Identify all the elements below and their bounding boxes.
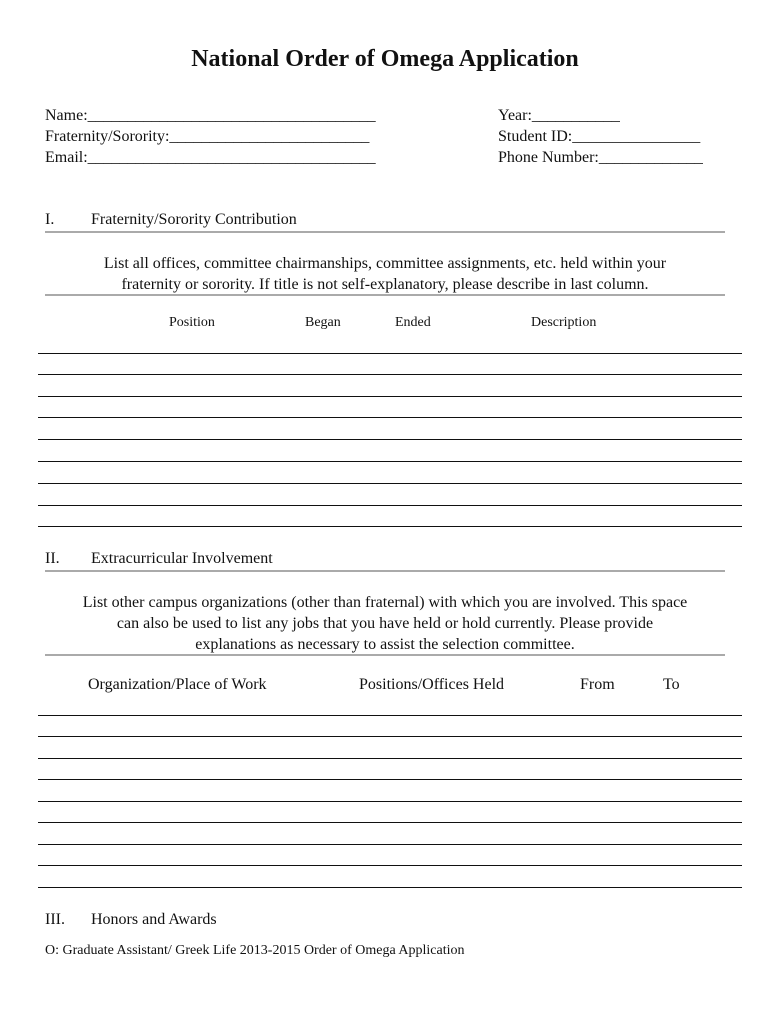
- email-field[interactable]: Email:____________________________________: [45, 149, 376, 166]
- section1-instructions-divider: [45, 294, 725, 296]
- column-organization: Organization/Place of Work: [88, 676, 267, 693]
- section2-entry-line[interactable]: [38, 865, 742, 866]
- phone-number-field[interactable]: Phone Number:_____________: [498, 149, 703, 166]
- section2-entry-line[interactable]: [38, 779, 742, 780]
- section1-entry-line[interactable]: [38, 505, 742, 506]
- section2-entry-line[interactable]: [38, 715, 742, 716]
- section2-entry-line[interactable]: [38, 736, 742, 737]
- section2-instructions-line3: explanations as necessary to assist the selection committee.: [195, 636, 575, 653]
- section2-instructions-divider: [45, 654, 725, 656]
- section1-entry-line[interactable]: [38, 353, 742, 354]
- section3-title: Honors and Awards: [91, 911, 217, 928]
- section3-number: III.: [45, 911, 65, 928]
- section1-entry-line[interactable]: [38, 417, 742, 418]
- column-from: From: [580, 676, 615, 693]
- section1-entry-line[interactable]: [38, 526, 742, 527]
- column-description: Description: [531, 315, 597, 330]
- section1-entry-line[interactable]: [38, 461, 742, 462]
- section2-instructions-line1: List other campus organizations (other than fraternal) with which you are involved. This space: [82, 594, 688, 611]
- section2-divider: [45, 570, 725, 572]
- fraternity-sorority-field[interactable]: Fraternity/Sorority:_________________________: [45, 128, 370, 145]
- section1-entry-line[interactable]: [38, 439, 742, 440]
- section2-instructions-line2: can also be used to list any jobs that you have held or hold currently. Please provide: [116, 615, 654, 632]
- name-field[interactable]: Name:____________________________________: [45, 107, 376, 124]
- section2-number: II.: [45, 550, 60, 567]
- column-to: To: [663, 676, 680, 693]
- section1-number: I.: [45, 211, 55, 228]
- section2-entry-line[interactable]: [38, 822, 742, 823]
- section1-entry-line[interactable]: [38, 374, 742, 375]
- section1-title: Fraternity/Sorority Contribution: [91, 211, 297, 228]
- column-began: Began: [305, 315, 341, 330]
- student-id-field[interactable]: Student ID:________________: [498, 128, 701, 145]
- column-positions-held: Positions/Offices Held: [359, 676, 505, 693]
- section1-entry-line[interactable]: [38, 483, 742, 484]
- column-ended: Ended: [395, 315, 431, 330]
- column-position: Position: [169, 315, 215, 330]
- section1-entry-line[interactable]: [38, 396, 742, 397]
- section2-title: Extracurricular Involvement: [91, 550, 273, 567]
- year-field[interactable]: Year:___________: [498, 107, 620, 124]
- section1-divider: [45, 231, 725, 233]
- section2-entry-line[interactable]: [38, 801, 742, 802]
- page-title: National Order of Omega Application: [191, 46, 579, 72]
- footer-text: O: Graduate Assistant/ Greek Life 2013-2015 Order of Omega Application: [45, 943, 465, 958]
- section2-entry-line[interactable]: [38, 887, 742, 888]
- section2-entry-line[interactable]: [38, 844, 742, 845]
- section1-instructions-line1: List all offices, committee chairmanships, committee assignments, etc. held within your: [103, 255, 667, 272]
- section2-entry-line[interactable]: [38, 758, 742, 759]
- section1-instructions-line2: fraternity or sorority. If title is not self-explanatory, please describe in last column.: [121, 276, 649, 293]
